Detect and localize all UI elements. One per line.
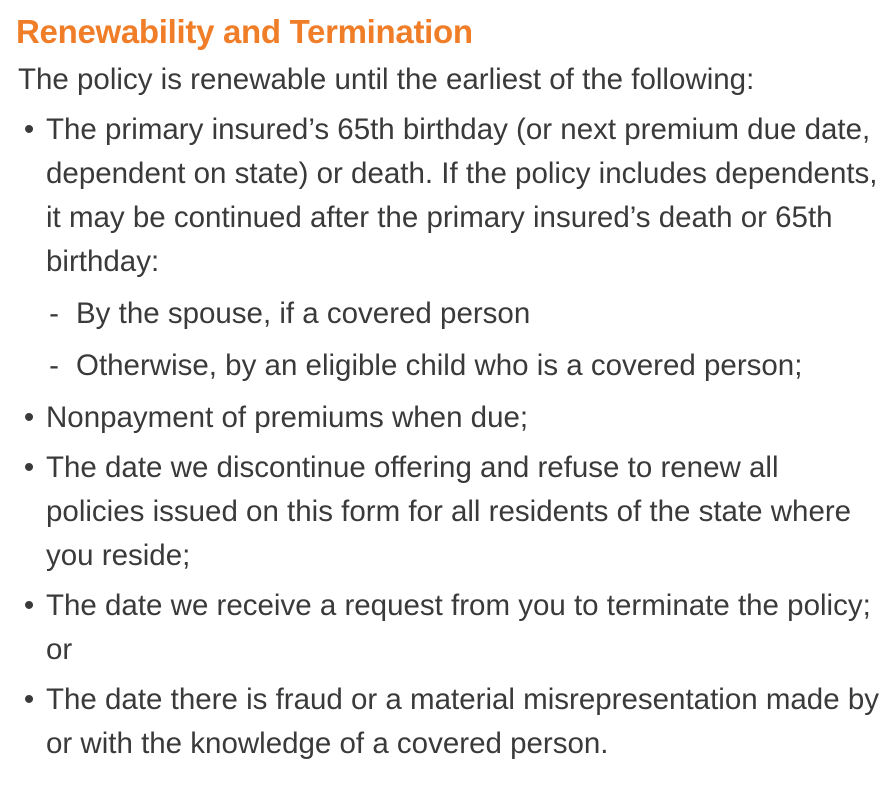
list-item [16,446,882,578]
list-item-text: Nonpayment of premiums when due; [46,401,529,434]
dash-icon: - [49,349,59,382]
intro-text: The policy is renewable until the earliest of the following: [18,63,755,96]
bullet-icon: • [23,401,35,434]
bullet-icon: • [23,113,35,146]
dash-icon: - [49,297,59,330]
bullet-icon: • [23,589,35,622]
list-item-text: The date we discontinue offering and refuse to renew all policies issued on this form for all residents of the state where you reside; [46,451,852,572]
list-item-text: The date there is fraud or a material misrepresentation made by or with the knowledge of a covered person. [46,683,879,760]
bullet-icon: • [23,451,35,484]
sub-list-item [46,344,882,388]
dependent-continuation-list [46,292,882,388]
termination-conditions-list [16,108,882,766]
list-item [16,584,882,672]
sub-list-item-text: Otherwise, by an eligible child who is a covered person; [76,349,803,382]
sub-list-item [46,292,882,336]
list-item-text: The primary insured’s 65th birthday (or next premium due date, dependent on state) or death. If the policy includes dependents, it may be continued after the primary insured’s death or 65th birthday: [46,113,878,278]
list-item [16,678,882,766]
list-item-text: The date we receive a request from you to terminate the policy; or [46,589,871,666]
list-item [16,108,882,388]
bullet-icon: • [23,683,35,716]
list-item [16,396,882,440]
section-heading: Renewability and Termination [16,13,473,50]
document-section [16,10,882,772]
sub-list-item-text: By the spouse, if a covered person [76,297,531,330]
